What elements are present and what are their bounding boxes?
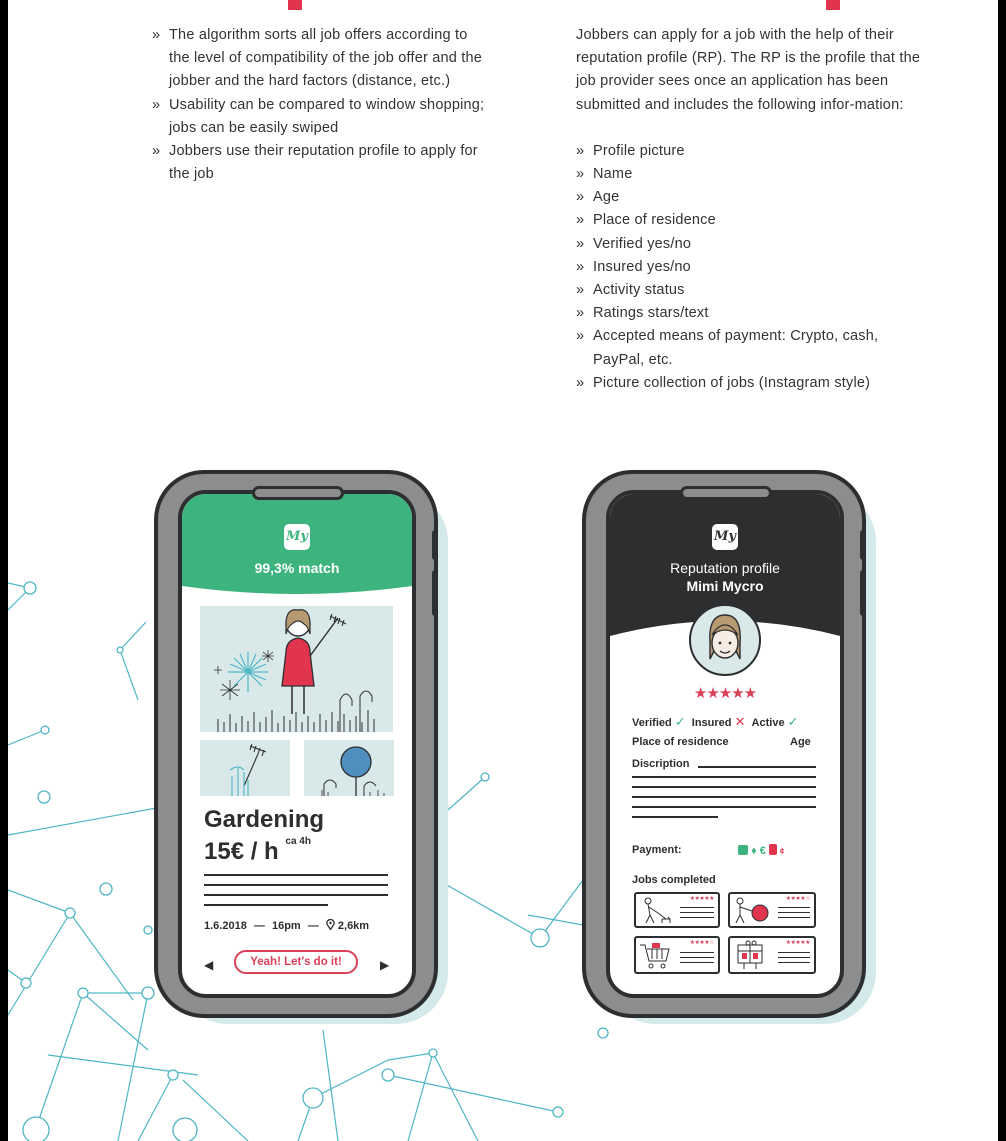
tile-stars: ★★★★★ xyxy=(689,896,714,902)
job-screen xyxy=(178,490,416,998)
job-tile[interactable] xyxy=(634,936,720,974)
job-tile[interactable] xyxy=(728,936,816,974)
text-line xyxy=(778,952,810,953)
phone-button xyxy=(860,530,866,560)
residence-label: Place of residence xyxy=(632,736,729,748)
bullet-item: » Picture collection of jobs (Instagram style) xyxy=(576,372,931,395)
moving-icon xyxy=(734,939,770,971)
dog-walking-icon xyxy=(638,895,674,925)
separator: — xyxy=(307,920,319,932)
job-date: 1.6.2018 xyxy=(204,920,247,932)
phone-button xyxy=(432,530,438,560)
profile-name: Mimi Mycro xyxy=(686,578,764,594)
text-line xyxy=(204,884,388,886)
app-logo: My xyxy=(712,524,738,550)
tile-stars: ★★★★★ xyxy=(785,940,810,946)
age-label: Age xyxy=(790,736,811,748)
check-icon: ✓ xyxy=(787,714,799,729)
job-price xyxy=(204,838,311,866)
gardening-illustration xyxy=(200,606,393,732)
insured-label: Insured xyxy=(691,717,732,729)
text-line xyxy=(778,917,810,918)
job-price-value: 15€ / h xyxy=(204,838,279,865)
match-score: 99,3% match xyxy=(254,560,340,576)
text-line xyxy=(632,786,816,788)
rake-tile xyxy=(200,740,290,796)
paypal-icon xyxy=(769,844,777,855)
text-line xyxy=(698,766,816,768)
bullet-item: » Name xyxy=(576,163,931,186)
separator: — xyxy=(253,920,265,932)
profile-screen xyxy=(606,490,844,998)
job-distance: 2,6km xyxy=(337,920,370,932)
text-line xyxy=(204,874,388,876)
location-pin-icon xyxy=(326,919,335,930)
payment-label: Payment: xyxy=(632,844,682,856)
text-line xyxy=(204,894,388,896)
prev-arrow-icon[interactable]: ◀ xyxy=(204,958,214,972)
tree-tile xyxy=(304,740,394,796)
description-label: Discription xyxy=(632,758,690,770)
left-text xyxy=(152,24,492,186)
page xyxy=(8,0,998,1141)
phone-speaker xyxy=(252,486,344,500)
bullet-item: » Activity status xyxy=(576,279,931,302)
status-row xyxy=(632,714,799,730)
text-line xyxy=(778,907,810,908)
text-line xyxy=(632,776,816,778)
cross-icon: ✕ xyxy=(734,714,746,729)
bullet-item: » Verified yes/no xyxy=(576,233,931,256)
text-line xyxy=(680,957,714,958)
app-logo: My xyxy=(284,524,310,550)
shopping-cart-icon xyxy=(638,939,674,971)
job-duration: ca 4h xyxy=(285,836,311,847)
text-line xyxy=(778,962,810,963)
bullet-item: » Insured yes/no xyxy=(576,256,931,279)
job-time: 16pm xyxy=(271,920,301,932)
next-arrow-icon[interactable]: ▶ xyxy=(380,958,390,972)
text-line xyxy=(204,904,328,906)
text-line xyxy=(680,907,714,908)
phone-speaker xyxy=(680,486,772,500)
bullet-item: » Accepted means of payment: Crypto, cash, PayPal, etc. xyxy=(576,325,931,371)
job-meta xyxy=(204,919,369,932)
text-line xyxy=(680,917,714,918)
cash-icon: ¢ xyxy=(780,847,785,856)
job-title: Gardening xyxy=(204,806,325,833)
bullet-item: » Ratings stars/text xyxy=(576,302,931,325)
text-line xyxy=(778,957,810,958)
text-line xyxy=(680,912,714,913)
bullet-item: » Jobbers use their reputation profile to apply for the job xyxy=(152,140,492,186)
apply-button[interactable]: Yeah! Let's do it! xyxy=(234,950,358,974)
check-icon: ✓ xyxy=(674,714,686,729)
avatar xyxy=(688,603,762,677)
bullet-item: » Usability can be compared to window shopping; jobs can be easily swiped xyxy=(152,94,492,140)
text-line xyxy=(680,952,714,953)
text-line xyxy=(632,816,718,818)
jobs-label: Jobs completed xyxy=(632,874,716,886)
bullet-item: » Profile picture xyxy=(576,140,931,163)
tile-stars: ★★★★☆ xyxy=(689,940,714,946)
bullet-item: » The algorithm sorts all job offers according to the level of compatibility of the job offer and the jobber and the hard factors (distance, etc.) xyxy=(152,24,492,94)
text-line xyxy=(632,796,816,798)
job-tile[interactable] xyxy=(634,892,720,928)
euro-icon: € xyxy=(759,845,766,857)
bullet-item: » Age xyxy=(576,186,931,209)
active-label: Active xyxy=(751,717,785,729)
rating-stars: ★★★★★ xyxy=(693,685,757,702)
bullet-item: » Place of residence xyxy=(576,209,931,232)
payment-icons xyxy=(738,844,818,857)
text-line xyxy=(680,962,714,963)
text-line xyxy=(632,806,816,808)
tile-stars: ★★★★☆ xyxy=(785,896,810,902)
intro-paragraph: Jobbers can apply for a job with the help of their reputation profile (RP). The RP is the profile that the job provider sees once an application has been submitted and includes the following infor-mation: xyxy=(576,27,921,113)
ethereum-icon: ♦ xyxy=(751,845,757,857)
phone-button xyxy=(432,570,438,616)
fitness-icon xyxy=(732,895,772,925)
phone-button xyxy=(860,570,866,616)
bitcoin-icon xyxy=(738,845,748,855)
text-line xyxy=(778,912,810,913)
profile-title: Reputation profile xyxy=(670,560,780,576)
job-tile[interactable] xyxy=(728,892,816,928)
verified-label: Verified xyxy=(632,717,672,729)
right-text xyxy=(576,24,931,395)
